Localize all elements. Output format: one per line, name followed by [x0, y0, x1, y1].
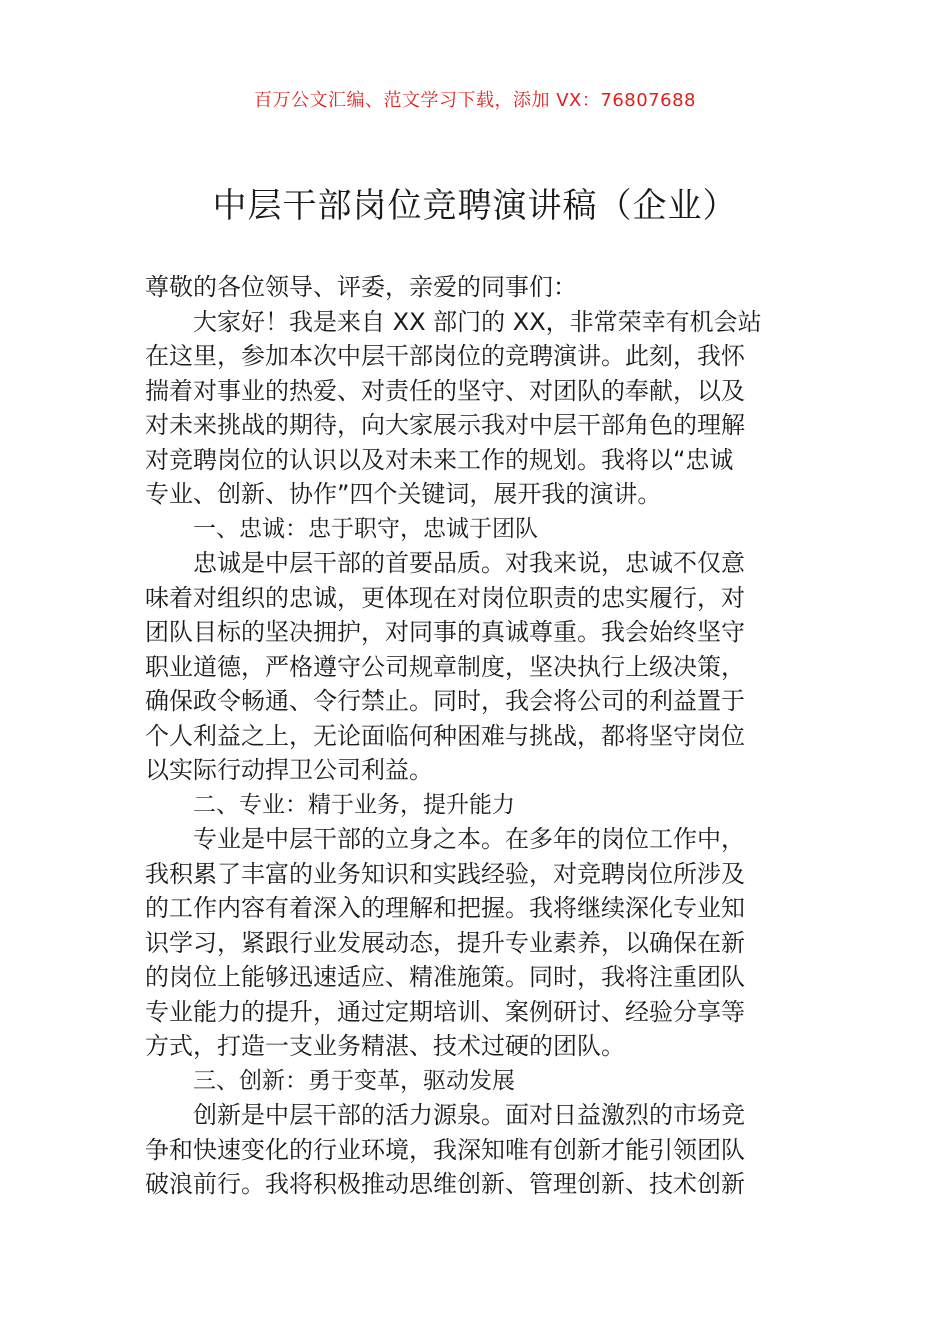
salutation-line: 尊敬的各位领导、评委，亲爱的同事们： — [145, 273, 577, 301]
document-body — [145, 270, 807, 1202]
section-heading-innovation: 三、创新：勇于变革，驱动发展 — [193, 1067, 515, 1094]
paragraph-line: 大家好！我是来自 XX 部门的 XX，非常荣幸有机会站 — [193, 307, 762, 336]
section-heading-professional: 二、专业：精于业务，提升能力 — [193, 791, 515, 818]
paragraph-line: 对未来挑战的期待，向大家展示我对中层干部角色的理解 — [145, 411, 745, 439]
document-title: 中层干部岗位竞聘演讲稿（企业） — [212, 186, 738, 226]
paragraph-line: 味着对组织的忠诚，更体现在对岗位职责的忠实履行，对 — [145, 583, 745, 612]
paragraph-line: 方式，打造一支业务精湛、技术过硬的团队。 — [145, 1032, 625, 1060]
paragraph-line: 职业道德，严格遵守公司规章制度，坚决执行上级决策， — [145, 652, 745, 681]
paragraph-line: 识学习，紧跟行业发展动态，提升专业素养，以确保在新 — [145, 928, 745, 957]
paragraph-line: 的岗位上能够迅速适应、精准施策。同时，我将注重团队 — [145, 963, 745, 991]
paragraph-line: 专业是中层干部的立身之本。在多年的岗位工作中， — [193, 825, 745, 853]
section-heading-loyalty: 一、忠诚：忠于职守，忠诚于团队 — [193, 515, 538, 542]
paragraph-line: 在这里，参加本次中层干部岗位的竞聘演讲。此刻，我怀 — [145, 342, 745, 370]
paragraph-line: 专业能力的提升，通过定期培训、案例研讨、经验分享等 — [145, 997, 745, 1026]
paragraph-line: 争和快速变化的行业环境，我深知唯有创新才能引领团队 — [145, 1135, 745, 1164]
paragraph-line: 专业、创新、协作”四个关键词，展开我的演讲。 — [145, 480, 662, 508]
download-banner: 百万公文汇编、范文学习下载，添加 VX：76807688 — [254, 90, 696, 111]
paragraph-line: 的工作内容有着深入的理解和把握。我将继续深化专业知 — [145, 894, 745, 922]
paragraph-line: 破浪前行。我将积极推动思维创新、管理创新、技术创新 — [145, 1170, 745, 1198]
paragraph-line: 创新是中层干部的活力源泉。面对日益激烈的市场竞 — [193, 1101, 745, 1129]
paragraph-line: 我积累了丰富的业务知识和实践经验，对竞聘岗位所涉及 — [145, 859, 745, 888]
paragraph-line: 对竞聘岗位的认识以及对未来工作的规划。我将以“忠诚 — [145, 445, 734, 474]
paragraph-line: 揣着对事业的热爱、对责任的坚守、对团队的奉献，以及 — [145, 376, 745, 405]
paragraph-line: 确保政令畅通、令行禁止。同时，我会将公司的利益置于 — [145, 687, 745, 715]
paragraph-line: 忠诚是中层干部的首要品质。对我来说，忠诚不仅意 — [193, 549, 745, 577]
paragraph-line: 以实际行动捍卫公司利益。 — [145, 756, 433, 784]
paragraph-line: 团队目标的坚决拥护，对同事的真诚尊重。我会始终坚守 — [145, 618, 745, 646]
paragraph-line: 个人利益之上，无论面临何种困难与挑战，都将坚守岗位 — [145, 721, 745, 750]
